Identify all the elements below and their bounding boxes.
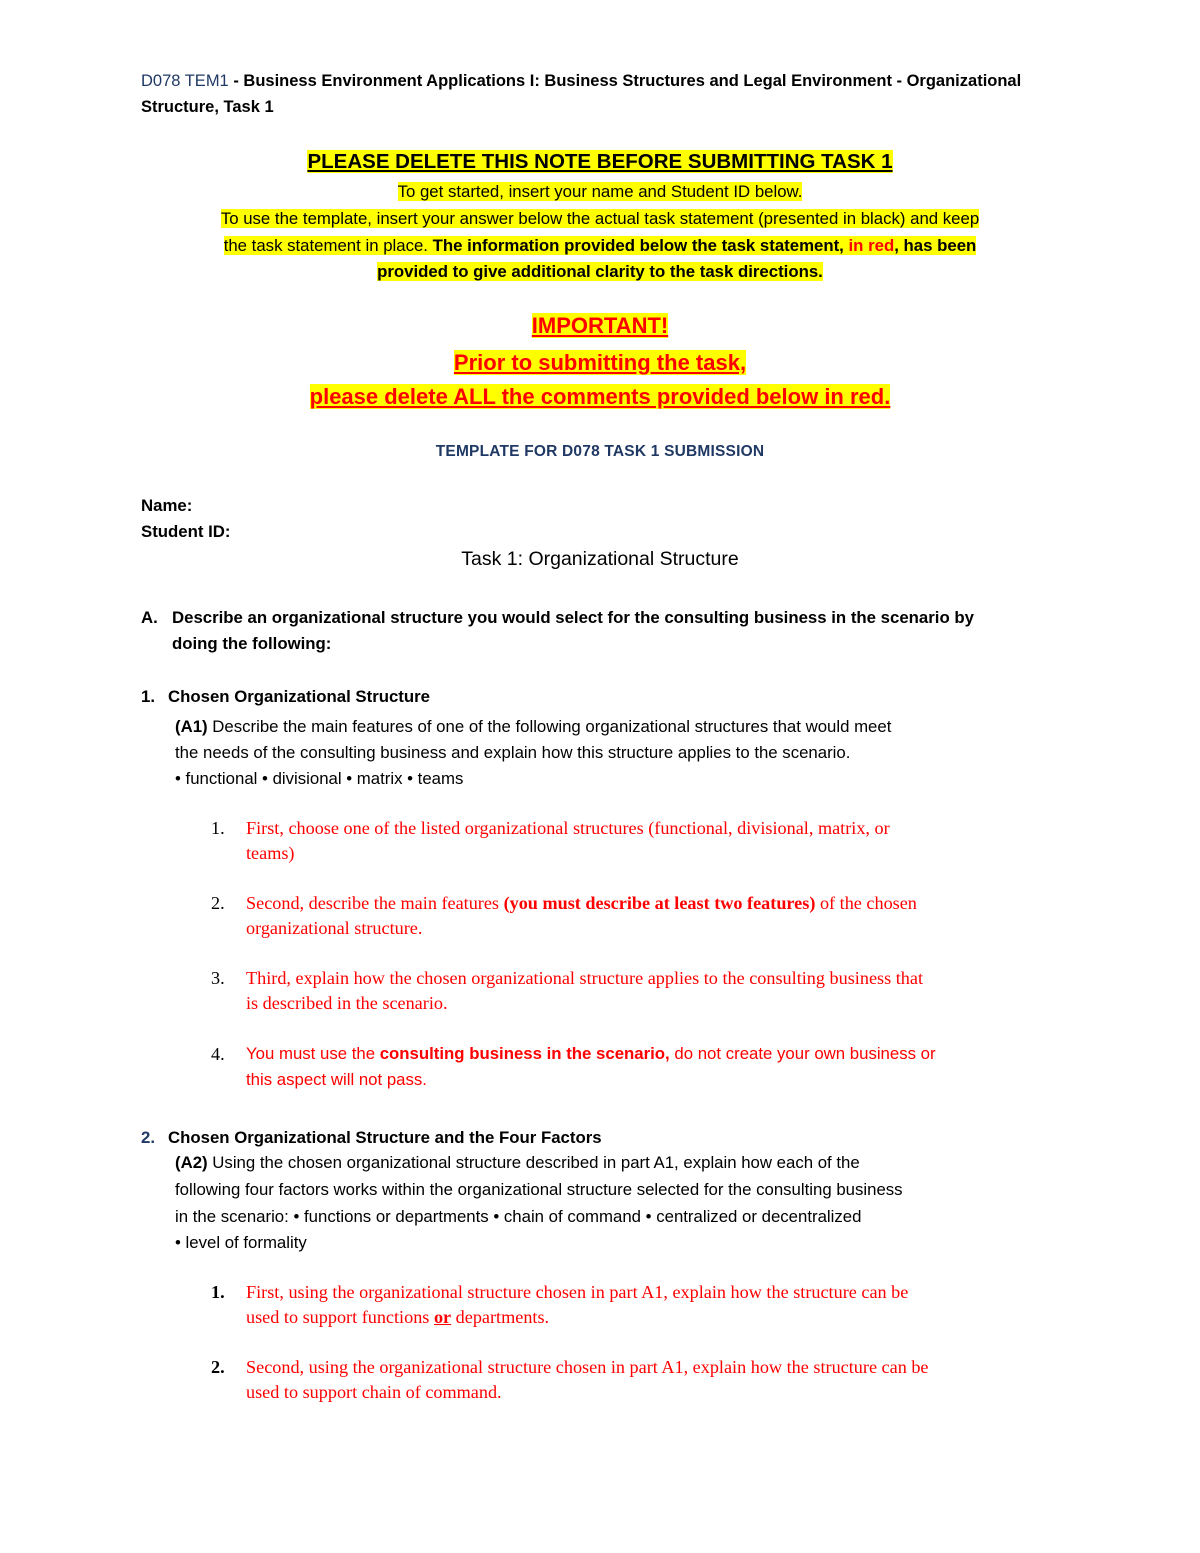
part1-desc-text: Describe the main features of one of the following organizational structures that would meet	[207, 717, 892, 736]
note-line3-part-a: the task statement in place.	[223, 236, 433, 255]
list-item-line2: is described in the scenario.	[246, 993, 448, 1013]
part2-desc-line4: • level of formality	[175, 1233, 307, 1252]
part2-heading: Chosen Organizational Structure and the Four Factors	[168, 1128, 602, 1147]
list-number: 3.	[211, 968, 225, 988]
header-title-line1: - Business Environment Applications I: Business Structures and Legal Environment - Organizational	[228, 72, 1022, 90]
important-line2: please delete ALL the comments provided below in red.	[309, 384, 891, 409]
important-title-row	[0, 313, 1200, 339]
part2-desc-line1	[175, 1153, 860, 1173]
item-emphasis: (you must describe at least two features)	[503, 893, 816, 913]
list-item-line1: First, using the organizational structure chosen in part A1, explain how the structure can be	[246, 1282, 909, 1302]
important-title: IMPORTANT!	[531, 313, 669, 338]
item-text: Second, describe the main features	[246, 893, 504, 913]
part1-heading: Chosen Organizational Structure	[168, 687, 431, 706]
course-code: D078 TEM1	[141, 72, 229, 90]
header-title-line2: Structure, Task 1	[141, 98, 274, 116]
list-item-line1	[246, 893, 917, 914]
list-number: 4.	[211, 1044, 225, 1064]
note-line3	[224, 236, 977, 255]
note-line2: To use the template, insert your answer below the actual task statement (presented in black) and keep	[220, 209, 980, 228]
item-text: You must use the	[246, 1044, 380, 1063]
list-item-line1: First, choose one of the listed organizational structures (functional, divisional, matrix, or	[246, 818, 890, 838]
note-line3-in-red: in red	[848, 236, 895, 255]
part2-desc-line2: following four factors works within the organizational structure selected for the consulting business	[175, 1180, 903, 1199]
part2-number: 2.	[141, 1128, 155, 1147]
note-line1: To get started, insert your name and Student ID below.	[397, 182, 803, 201]
document-header	[141, 72, 1021, 91]
task-title: Task 1: Organizational Structure	[461, 548, 739, 570]
list-number: 1.	[211, 818, 225, 838]
list-item-line2: this aspect will not pass.	[246, 1070, 427, 1089]
part1-number: 1.	[141, 687, 155, 706]
list-number: 2.	[211, 1357, 225, 1377]
note-line3-row	[0, 236, 1200, 256]
name-label: Name:	[141, 496, 193, 515]
template-heading: TEMPLATE FOR D078 TASK 1 SUBMISSION	[435, 443, 765, 460]
list-item-line2: used to support chain of command.	[246, 1382, 502, 1402]
item-text: do not create your own business or	[669, 1044, 936, 1063]
list-item-line2: organizational structure.	[246, 918, 423, 938]
item-emphasis: consulting business in the scenario,	[379, 1044, 670, 1063]
list-item-line1: Third, explain how the chosen organizational structure applies to the consulting business that	[246, 968, 923, 988]
student-id-label: Student ID:	[141, 522, 231, 541]
item-text: of the chosen	[815, 893, 917, 913]
note-line2-row	[0, 209, 1200, 229]
list-number: 1.	[211, 1282, 225, 1302]
list-item-line2: teams)	[246, 843, 295, 863]
part1-desc-line1	[175, 717, 891, 737]
note-line3-part-d: , has been	[894, 236, 977, 255]
important-line1-row	[0, 350, 1200, 376]
important-line2-row	[0, 384, 1200, 410]
note-line3-part-b: The information provided below the task statement,	[432, 236, 849, 255]
list-item-line1: Second, using the organizational structure chosen in part A1, explain how the structure can be	[246, 1357, 929, 1377]
section-a-line2: doing the following:	[172, 634, 332, 653]
part2-desc-text: Using the chosen organizational structure described in part A1, explain how each of the	[207, 1153, 860, 1172]
item-emphasis-or: or	[433, 1307, 452, 1327]
part2-ref: (A2)	[175, 1153, 208, 1172]
part2-desc-line3: in the scenario: • functions or departments • chain of command • centralized or decentralized	[175, 1207, 862, 1226]
note-line4: provided to give additional clarity to the task directions.	[377, 262, 823, 281]
section-a-line1: Describe an organizational structure you would select for the consulting business in the scenario by	[172, 608, 974, 627]
list-item-line1	[246, 1044, 936, 1064]
part1-ref: (A1)	[175, 717, 208, 736]
list-number: 2.	[211, 893, 225, 913]
section-a-letter: A.	[141, 608, 158, 627]
note-line1-row	[0, 182, 1200, 202]
note-line4-row	[0, 262, 1200, 282]
note-title-row	[0, 150, 1200, 174]
list-item-line2	[246, 1307, 549, 1328]
item-text: departments.	[451, 1307, 550, 1327]
note-title: PLEASE DELETE THIS NOTE BEFORE SUBMITTING TASK 1	[307, 150, 893, 173]
important-line1: Prior to submitting the task,	[453, 350, 747, 375]
item-text: used to support functions	[246, 1307, 434, 1327]
part1-bullets: • functional • divisional • matrix • teams	[175, 769, 464, 788]
part1-desc-line2: the needs of the consulting business and explain how this structure applies to the scenario.	[175, 743, 851, 762]
